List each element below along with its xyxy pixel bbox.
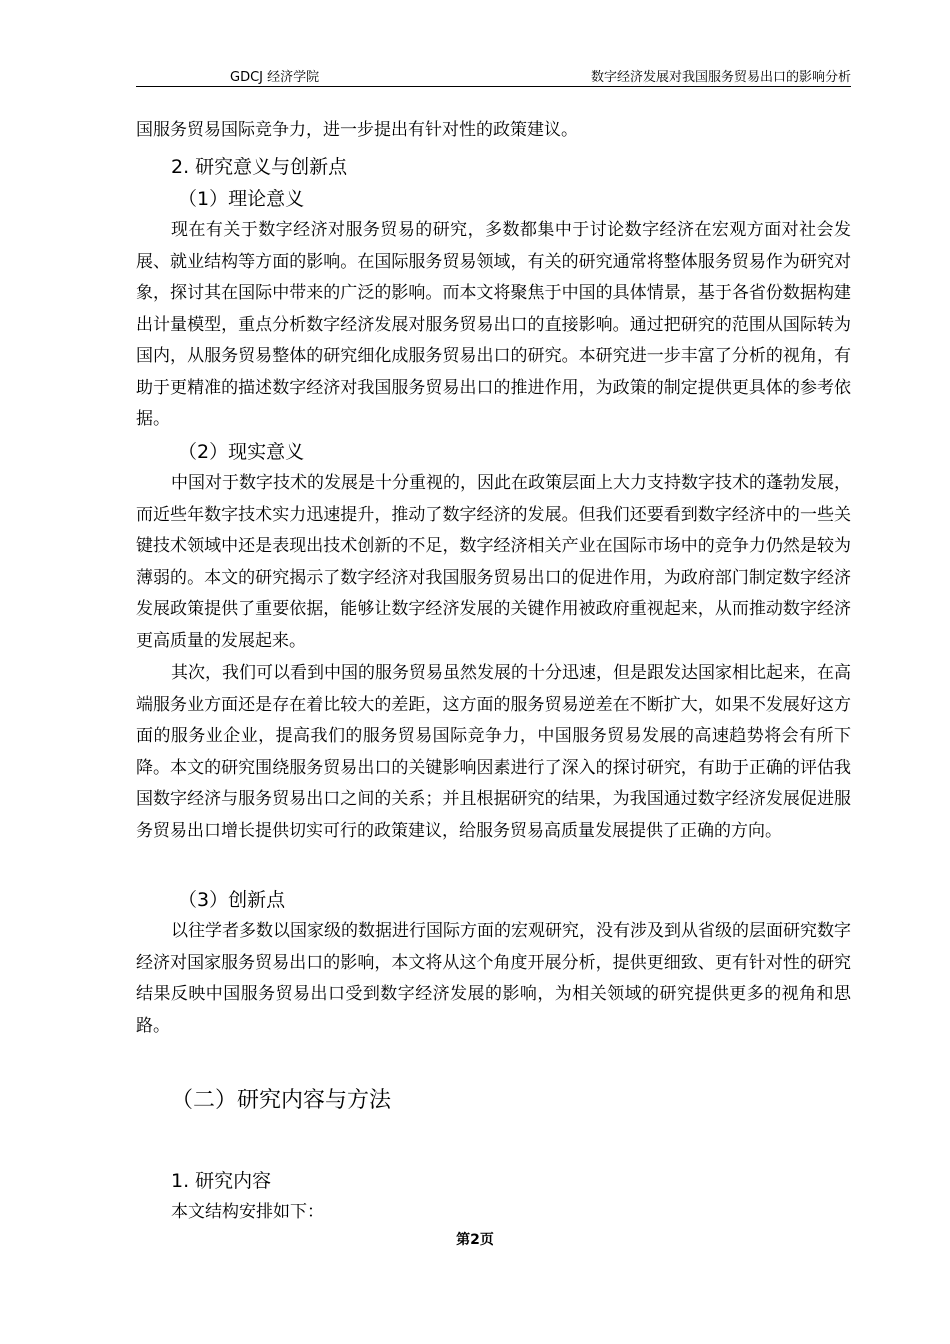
page-header [136, 64, 851, 87]
section-2-heading: 2. 研究意义与创新点 [171, 156, 348, 178]
header-school: GDCJ 经济学院 [230, 70, 320, 85]
practical-significance-paragraph-1: 中国对于数字技术的发展是十分重视的，因此在政策层面上大力支持数字技术的蓬勃发展，而近些年数字技术实力迅速提升，推动了数字经济的发展。但我们还要看到数字经济中的一些关键技术领域中还是表现出技术创新的不足，数字经济相关产业在国际市场中的竞争力仍然是较为薄弱的。本文的研究揭示了数字经济对我国服务贸易出口的促进作用，为政府部门制定数字经济发展政策提供了重要依据，能够让数字经济发展的关键作用被政府重视起来，从而推动数字经济更高质量的发展起来。 [136, 473, 851, 651]
practical-significance-paragraph-2: 其次，我们可以看到中国的服务贸易虽然发展的十分迅速，但是跟发达国家相比起来，在高端服务业方面还是存在着比较大的差距，这方面的服务贸易逆差在不断扩大，如果不发展好这方面的服务业企业，提高我们的服务贸易国际竞争力，中国服务贸易发展的高速趋势将会有所下降。本文的研究围绕服务贸易出口的关键影响因素进行了深入的探讨研究，有助于正确的评估我国数字经济与服务贸易出口之间的关系；并且根据研究的结果，为我国通过数字经济发展促进服务贸易出口增长提供切实可行的政策建议，给服务贸易高质量发展提供了正确的方向。 [136, 663, 851, 841]
header-paper-title: 数字经济发展对我国服务贸易出口的影响分析 [590, 70, 851, 85]
page-number: 第2页 [456, 1232, 494, 1248]
research-content-heading: 1. 研究内容 [171, 1170, 272, 1192]
practical-significance-heading: （2）现实意义 [178, 441, 305, 463]
research-content-method-heading: （二）研究内容与方法 [171, 1088, 392, 1113]
theory-significance-heading: （1）理论意义 [178, 188, 305, 210]
innovation-heading: （3）创新点 [178, 889, 286, 911]
structure-intro-text: 本文结构安排如下： [171, 1202, 324, 1222]
carryover-paragraph: 国服务贸易国际竞争力，进一步提出有针对性的政策建议。 [136, 120, 578, 140]
theory-significance-paragraph: 现在有关于数字经济对服务贸易的研究，多数都集中于讨论数字经济在宏观方面对社会发展、就业结构等方面的影响。在国际服务贸易领域，有关的研究通常将整体服务贸易作为研究对象，探讨其在国际中带来的广泛的影响。而本文将聚焦于中国的具体情景，基于各省份数据构建出计量模型，重点分析数字经济发展对服务贸易出口的直接影响。通过把研究的范围从国际转为国内，从服务贸易整体的研究细化成服务贸易出口的研究。本研究进一步丰富了分析的视角，有助于更精准的描述数字经济对我国服务贸易出口的推进作用，为政策的制定提供更具体的参考依据。 [136, 220, 851, 429]
innovation-paragraph: 以往学者多数以国家级的数据进行国际方面的宏观研究，没有涉及到从省级的层面研究数字经济对国家服务贸易出口的影响，本文将从这个角度开展分析，提供更细致、更有针对性的研究结果反映中国服务贸易出口受到数字经济发展的影响，为相关领域的研究提供更多的视角和思路。 [136, 921, 851, 1036]
